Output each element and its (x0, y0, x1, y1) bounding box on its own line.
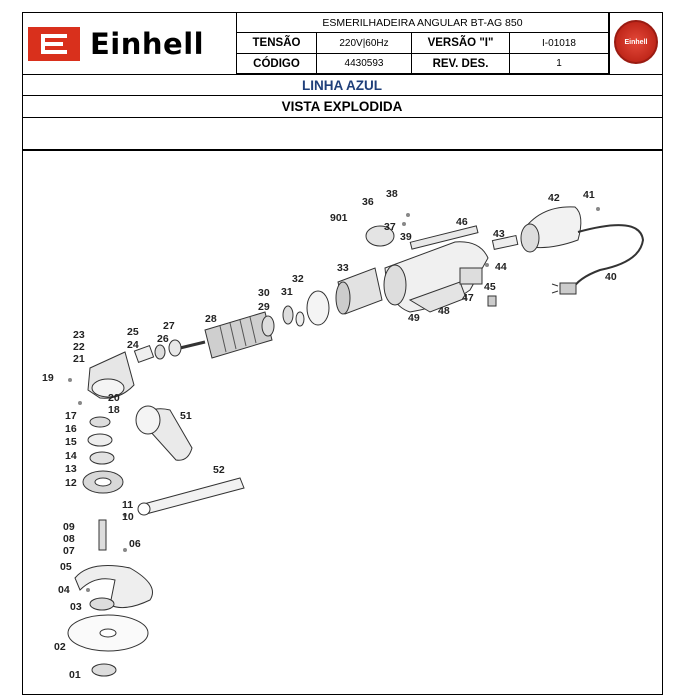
line-label: LINHA AZUL (22, 74, 662, 96)
part-number: 05 (60, 561, 72, 573)
part-number: 31 (281, 286, 293, 298)
part-number: 37 (384, 221, 396, 233)
part-number: 41 (583, 189, 595, 201)
part-number: 04 (58, 584, 70, 596)
part-number: 27 (163, 320, 175, 332)
part-number: 17 (65, 410, 77, 422)
part-number: 15 (65, 436, 77, 448)
part-number: 13 (65, 463, 77, 475)
part-number: 16 (65, 423, 77, 435)
quality-seal-icon: Einhell (614, 20, 658, 64)
part-number: 39 (400, 231, 412, 243)
part-number: 23 (73, 329, 85, 341)
part-number: 02 (54, 641, 66, 653)
brand-name: Einhell (90, 27, 205, 61)
part-number: 21 (73, 353, 85, 365)
part-number: 42 (548, 192, 560, 204)
part-number: 08 (63, 533, 75, 545)
part-number: 49 (408, 312, 420, 324)
code-value: 4430593 (317, 54, 412, 74)
part-number: 45 (484, 281, 496, 293)
part-number: 51 (180, 410, 192, 422)
version-value: I-01018 (510, 33, 609, 54)
part-number: 06 (129, 538, 141, 550)
part-number: 52 (213, 464, 225, 476)
part-number: 25 (127, 326, 139, 338)
part-number: 12 (65, 477, 77, 489)
part-number: 38 (386, 188, 398, 200)
part-number: 07 (63, 545, 75, 557)
part-number: 36 (362, 196, 374, 208)
part-number: 33 (337, 262, 349, 274)
part-number: 09 (63, 521, 75, 533)
part-number: 44 (495, 261, 507, 273)
revision-value: 1 (510, 54, 609, 74)
part-number: 40 (605, 271, 617, 283)
part-number: 10 (122, 511, 134, 523)
part-number: 48 (438, 305, 450, 317)
part-number: 29 (258, 301, 270, 313)
part-number: 14 (65, 450, 77, 462)
revision-label: REV. DES. (412, 54, 510, 74)
version-label: VERSÃO "I" (412, 33, 510, 54)
part-number: 26 (157, 333, 169, 345)
part-number: 11 (122, 499, 134, 511)
code-label: CÓDIGO (237, 54, 317, 74)
part-number: 24 (127, 339, 139, 351)
part-number: 901 (330, 212, 348, 224)
part-number: 46 (456, 216, 468, 228)
part-number: 32 (292, 273, 304, 285)
part-number: 22 (73, 341, 85, 353)
part-number: 28 (205, 313, 217, 325)
voltage-value: 220V|60Hz (317, 33, 412, 54)
view-label: VISTA EXPLODIDA (22, 96, 662, 118)
part-number: 01 (69, 669, 81, 681)
product-title: ESMERILHADEIRA ANGULAR BT-AG 850 (237, 13, 609, 33)
part-number: 19 (42, 372, 54, 384)
part-number: 43 (493, 228, 505, 240)
part-number: 18 (108, 404, 120, 416)
part-number: 30 (258, 287, 270, 299)
part-number: 47 (462, 292, 474, 304)
part-number: 03 (70, 601, 82, 613)
voltage-label: TENSÃO (237, 33, 317, 54)
part-number: 20 (108, 392, 120, 404)
